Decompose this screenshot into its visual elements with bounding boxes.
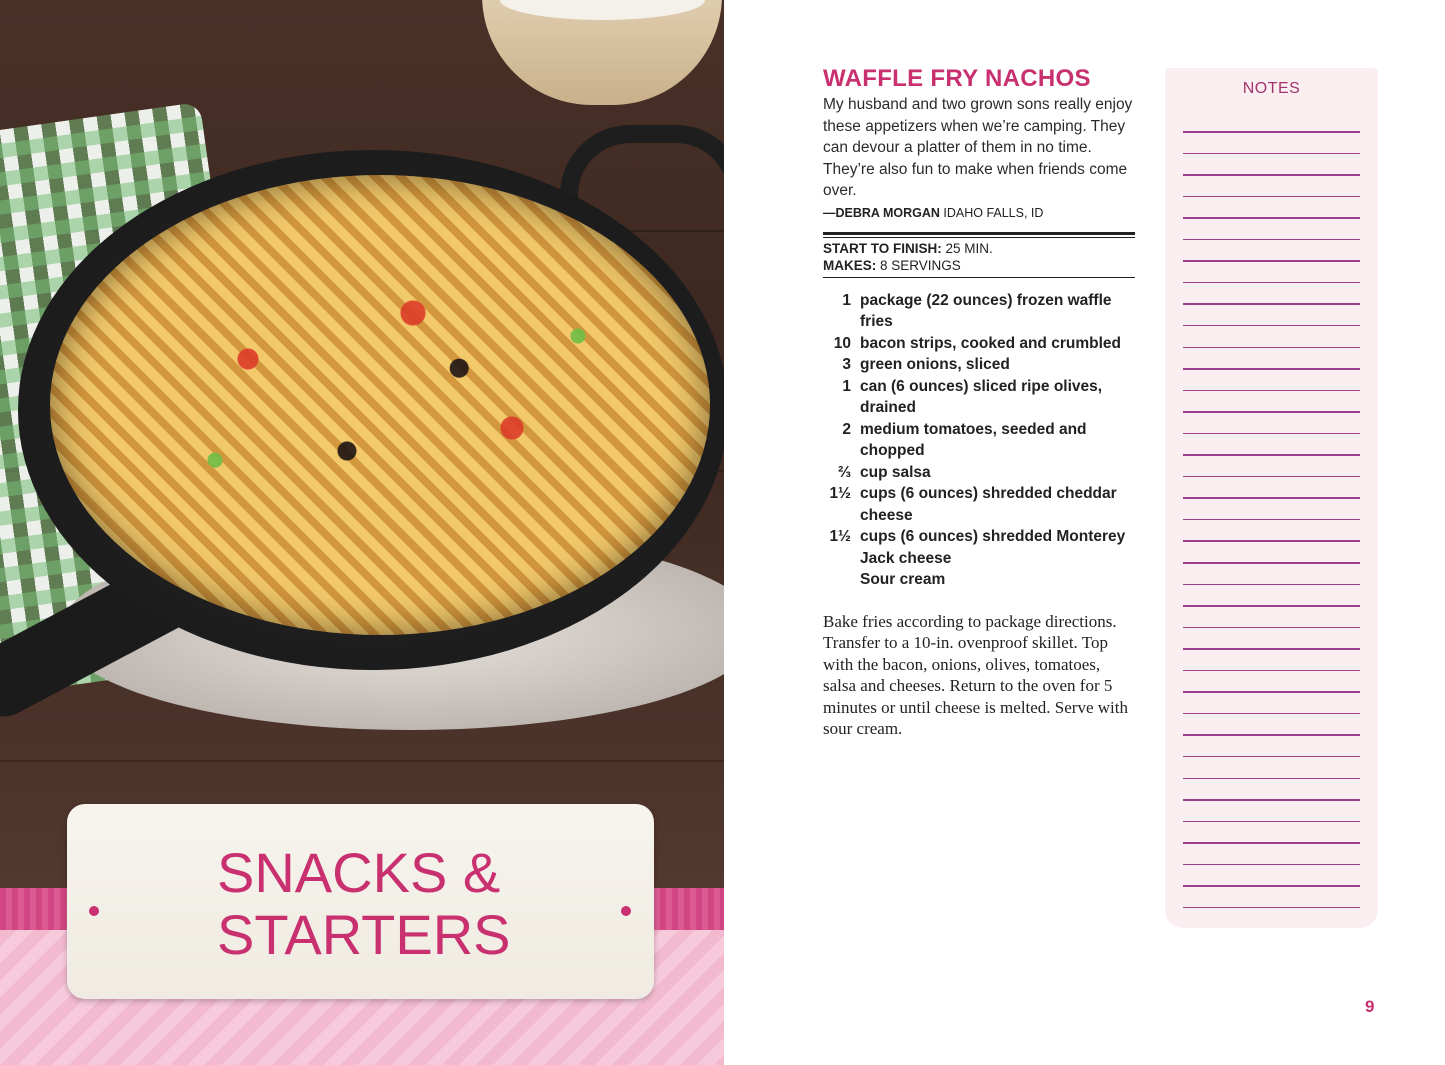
ingredient-text: medium tomatoes, seeded and chopped <box>860 420 1087 459</box>
ingredient-item <box>823 333 1135 355</box>
ingredient-text: green onions, sliced <box>860 356 1010 373</box>
ingredient-item <box>823 419 1135 462</box>
notes-rule-line <box>1183 864 1360 866</box>
notes-rule-line <box>1183 217 1360 219</box>
section-card <box>67 804 654 999</box>
notes-rule-line <box>1183 519 1360 521</box>
section-title-line2: STARTERS <box>217 903 511 966</box>
notes-rule-line <box>1183 174 1360 176</box>
notes-rule-line <box>1183 239 1360 241</box>
notes-rule-line <box>1183 325 1360 327</box>
author-line <box>823 206 1135 220</box>
notes-rule-line <box>1183 648 1360 650</box>
start-value: 25 MIN. <box>945 240 993 256</box>
author-location: IDAHO FALLS, ID <box>943 205 1044 220</box>
ingredient-list <box>823 290 1135 591</box>
notes-rule-line <box>1183 433 1360 435</box>
ingredient-qty: 3 <box>842 356 851 373</box>
ingredient-qty: ⅔ <box>838 463 851 481</box>
ingredient-item <box>823 483 1135 526</box>
makes-label: MAKES: <box>823 257 877 273</box>
notes-rule-line <box>1183 282 1360 284</box>
notes-panel <box>1165 68 1378 928</box>
notes-title: NOTES <box>1242 80 1301 97</box>
author-dash: — <box>823 205 836 220</box>
notes-rule-line <box>1183 540 1360 542</box>
notes-rule-line <box>1183 347 1360 349</box>
recipe-column <box>823 64 1135 757</box>
makes-value: 8 SERVINGS <box>880 257 961 273</box>
recipe-meta <box>823 232 1135 278</box>
ingredient-item <box>823 569 1135 591</box>
author-name: DEBRA MORGAN <box>835 205 940 220</box>
ingredient-item <box>823 290 1135 333</box>
ingredient-qty: 1 <box>842 377 851 395</box>
notes-rule-line <box>1183 476 1360 478</box>
makes <box>823 257 1135 274</box>
notes-rule-line <box>1183 562 1360 564</box>
notes-rule-line <box>1183 390 1360 392</box>
notes-rule-line <box>1183 153 1360 155</box>
notes-rule-line <box>1183 885 1360 887</box>
notes-rule-line <box>1183 196 1360 198</box>
notes-rule-line <box>1183 778 1360 780</box>
notes-rule-line <box>1183 907 1360 909</box>
notes-rule-line <box>1183 411 1360 413</box>
ingredient-item <box>823 462 1135 484</box>
notes-rule-line <box>1183 670 1360 672</box>
start-to-finish <box>823 240 1135 257</box>
ingredient-qty: 1½ <box>829 485 851 502</box>
card-dot <box>89 906 99 916</box>
waffle-fry-nachos <box>50 175 710 635</box>
notes-rule-line <box>1183 799 1360 801</box>
notes-rule-line <box>1183 454 1360 456</box>
notes-rule-line <box>1183 734 1360 736</box>
table-plank-line <box>0 760 724 762</box>
ingredient-qty: 10 <box>833 334 851 352</box>
ingredient-qty <box>823 569 860 591</box>
notes-rule-line <box>1183 260 1360 262</box>
ingredient-text: cup salsa <box>860 463 931 481</box>
start-label: START TO FINISH: <box>823 240 942 256</box>
ingredient-qty: 1½ <box>829 528 851 545</box>
recipe-directions: Bake fries according to package directions. Transfer to a 10-in. ovenproof skillet. Top with the bacon, onions, olives, tomatoes, salsa and cheeses. Return to the oven for 5 minutes or until cheese is melted. Serve with sour cream. <box>823 611 1128 738</box>
page-number: 9 <box>1365 997 1375 1016</box>
ingredient-item <box>823 376 1135 419</box>
notes-rule-line <box>1183 713 1360 715</box>
notes-rule-line <box>1183 756 1360 758</box>
notes-rule-line <box>1183 497 1360 499</box>
ingredient-text: cups (6 ounces) shredded Monterey Jack cheese <box>860 528 1126 567</box>
ingredient-text: Sour cream <box>860 571 946 588</box>
section-title-line1: SNACKS & <box>217 841 501 904</box>
notes-rule-line <box>1183 627 1360 629</box>
recipe-title: WAFFLE FRY NACHOS <box>823 65 1091 92</box>
notes-rule-line <box>1183 605 1360 607</box>
notes-rule-line <box>1183 303 1360 305</box>
ingredient-text: can (6 ounces) sliced ripe olives, drained <box>860 377 1103 416</box>
notes-rule-line <box>1183 584 1360 586</box>
ingredient-item <box>823 354 1135 376</box>
notes-rule-line <box>1183 821 1360 823</box>
ingredient-text: package (22 ounces) frozen waffle fries <box>860 291 1112 330</box>
ingredient-text: cups (6 ounces) shredded cheddar cheese <box>860 485 1117 524</box>
ingredient-item <box>823 526 1135 569</box>
notes-rule-line <box>1183 691 1360 693</box>
section-title <box>217 842 637 966</box>
ingredient-qty: 2 <box>842 420 851 438</box>
notes-rule-line <box>1183 131 1360 133</box>
ingredient-qty: 1 <box>842 291 851 309</box>
notes-rule-line <box>1183 368 1360 370</box>
ingredient-text: bacon strips, cooked and crumbled <box>860 334 1121 352</box>
recipe-intro: My husband and two grown sons really enjoy these appetizers when we’re camping. They can devour a platter of them in no time. They’re also fun to make when friends come over. <box>823 96 1133 199</box>
notes-rule-line <box>1183 842 1360 844</box>
